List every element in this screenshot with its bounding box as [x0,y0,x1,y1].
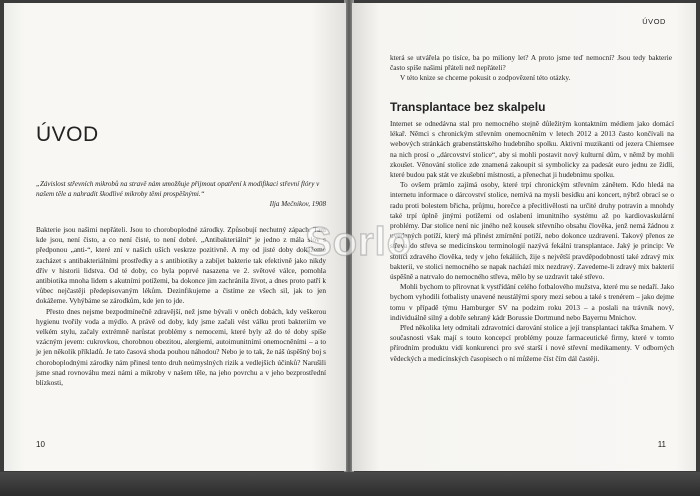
paragraph: To ovšem prämlo zajímá osoby, které trpí chronickým střevním zánětem. Kdo hledá na internetu informace o dárcovství stolice, nemívá na mysli besídku ani koncert, nýbrž obrací se o radu proti bolestem břicha, průjmu, horečce a přecitlivělosti na určité druhy potravin a mnohdy také trpí úplně jinými potížemi od oslabení imunitního systému až po kardiovaskulární problémy. Dar stolice není nic jiného než kousek střevního obsahu člověka, jenž nemá žádnou z uvedených potíží, který má přinést zmírnění potíží, nebo dokonce uzdravení. Takový přenos ze střeva do střeva se medicínskou terminologií nazývá fekální transplantace. Jaký je princip: Ve stolici zdravého člověka, tedy v jeho fekáliích, žije s největší pravděpodobností také zdravý mix bakterií, ve stolici nemocného se napak nachází mix nezdravý. Zavedeme-li zdravý mix bakterií úspěšně a natrvalo do nemocného střeva, mělo by se uzdravit také střevo. [390,180,674,282]
running-head: ÚVOD [642,17,666,26]
left-body-text [36,225,326,388]
right-body-text [390,119,674,364]
section-title: Transplantace bez skalpelu [390,100,546,114]
paragraph: Mohli bychom to přirovnat k vystřídání celého fotbalového mužstva, které mu se nedaří. Jako bychom vyhodili fotbalisty unavené neustálými spory mezi sebou a také s trenérem – jako dejme tomu v případě týmu Hamburger SV na podzim roku 2013 – a poslali na trávník nový, individuálně silný a dobře sehraný kádr Borussie Dortmund nebo Bayernu Mnichov. [390,282,674,322]
paragraph: Před několika lety odmítali zdravotníci darování stolice a její transplantaci takřka šmahem. V současnosti však mají s touto koncepcí problémy pouze farmaceutické firmy, které v tomto přírodním produktu vidí konkurenci pro své starší i nové střevní medikamenty. V odborných vědeckých a medicínských časopisech o ní můžeme číst čím dál častěji. [390,323,674,363]
page-number-right: 11 [657,440,666,449]
paragraph: V této knize se chceme pokusit o zodpovězení této otázky. [400,73,571,83]
epigraph-quote: „Závislost střevních mikrobů na stravě nám umožňuje přijmout opatření k modifikaci střevní flóry v našem těle a nahradit škodlivé mikroby těmi prospěšnými.“ [36,180,320,198]
paragraph: Bakterie jsou našimi nepřáteli. Jsou to choroboplodné zárodky. Způsobují nechutný zápach. Tam kde jsou, není čisto, a co není čisté, to není dobré. „Antibakteriální“ je jedno z mála slov s předponou „anti-“, které zní v našich uších veskrze pozitivně. A my od jisté doby dokážeme zacházet s antibakteriálními prostředky a s antibiotiky a zabíjet bakterie tak efektivně jako nikdy dřív v historii lidstva. Od té doby, co byla poprvé nasazena ve 2. světové válce, pomohla antibiotika mnoha lidem s akutními potížemi, ba dokonce jim zachránila život, a dnes proto patří k vůbec nejčastěji předepisovaným lékům. Dezinfikujeme a čistíme ze všech sil, jak to jen dokážeme. Vyhýbáme se zárodkům, kde jen to jde. [36,225,326,306]
epigraph-attribution: Ilja Mečnikov, 1908 [269,200,326,208]
chapter-title: ÚVOD [36,123,99,146]
page-number-left: 10 [36,440,45,449]
watermark-text: Sorlo [305,220,413,264]
book-edge-shadow [0,472,700,496]
paragraph: která se utvářela po tisíce, ba po miliony let? A proto jsme teď nemocní? Jsou tedy bakterie často spíše našimi přáteli než nepřáteli? [390,53,672,73]
right-page [352,3,696,471]
continuation-text [390,53,672,84]
paragraph: Přesto dnes nejsme bezpodmínečně zdravější, než jsme bývali v oněch dobách, kdy veškerou hygienu tvořily voda a mýdlo. A právě od doby, kdy jsme začali vést válku proti bakteriím ve velkém stylu, začaly extrémně narůstat problémy s nemocemi, které byly až do té doby spíše vzácným jevem: cukrovkou, chorobnou obezitou, alergiemi, autoimunitními onemocněními – a to je jen několik příkladů. Je tato časová shoda pouhou náhodou? Nebo je to tak, že náš úspěšný boj s choroboplodnými zárodky nám přinesl tento druh neúmyslných rizik a vedlejších účinků? Narušili jsme snad rovnováhu mezi námi a mikroby v našem těle, na jeho povrchu a v jeho bezprostřední blízkosti, [36,306,326,388]
left-page [4,3,346,471]
paragraph: Internet se odnedávna stal pro nemocného stejně důležitým kontaktním médiem jako domácí lékař. Němci s chronickým střevním onemocněním v letech 2012 a 2013 často končívali na webových stránkách grabenstättského hudebního spolku. Aktivní muzikanti od jezera Chiemsee na nich prosí o „dárcovství stolice“, aby si mohli postavit nový kulturní dům, v němž by mohli zkoušet. Věnování stolice zde znamená zakoupit si symbolicky za padesát euro jednu ze židlí, které budou pak stát ve zkušební místnosti, a přenechat ji hudebnímu spolku. [390,119,674,180]
epigraph [36,179,326,209]
